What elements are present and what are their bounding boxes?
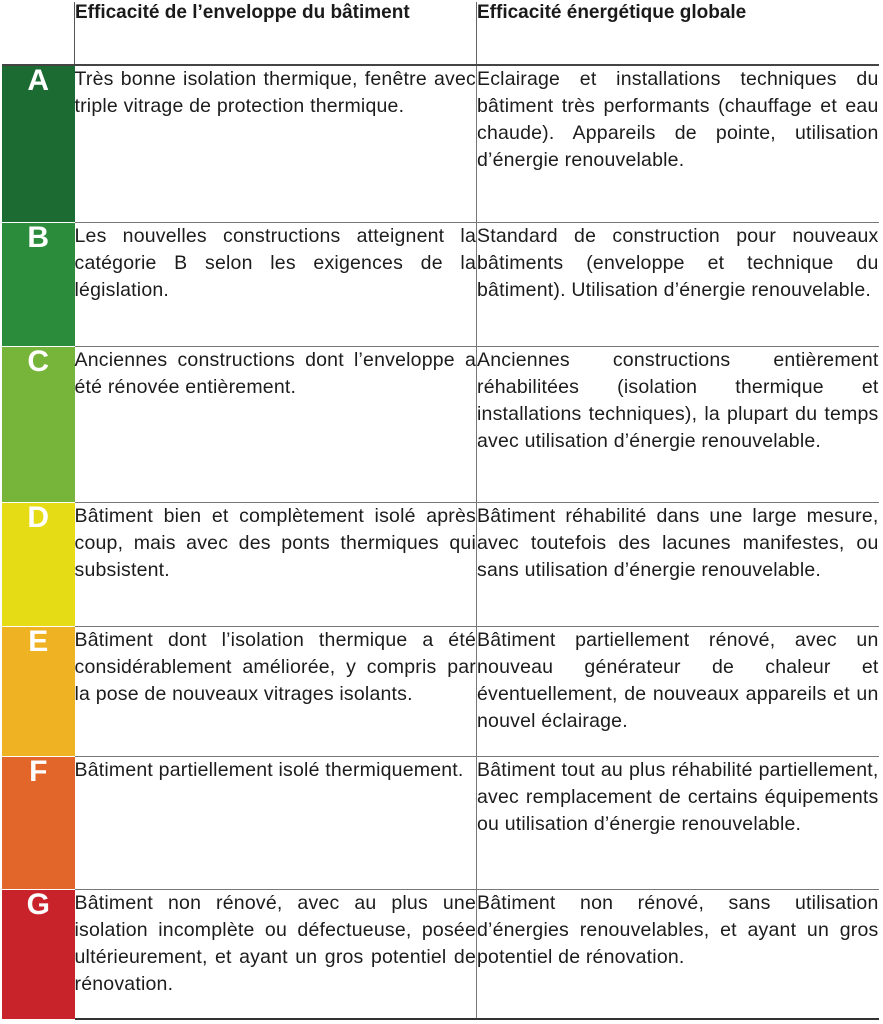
rating-row-e xyxy=(2,626,879,756)
global-description-f: Bâtiment tout au plus réhabilité partiellement, avec remplacement de certains équipements ou utilisation d’énergie renouvelable. xyxy=(477,756,879,889)
global-description-e: Bâtiment partiellement rénové, avec un nouveau générateur de chaleur et éventuellement, de nouveaux appareils et un nouvel éclairage. xyxy=(477,626,879,756)
envelope-description-a: Très bonne isolation thermique, fenêtre avec triple vitrage de protection thermique. xyxy=(75,65,477,222)
rating-row-c xyxy=(2,346,879,502)
rating-label-c: C xyxy=(2,346,75,502)
envelope-description-f: Bâtiment partiellement isolé thermiquement. xyxy=(75,756,477,889)
rating-row-d xyxy=(2,502,879,626)
global-description-c: Anciennes constructions entièrement réhabilitées (isolation thermique et installations techniques), la plupart du temps avec utilisation d’énergie renouvelable. xyxy=(477,346,879,502)
energy-efficiency-table xyxy=(2,2,879,1020)
rating-label-b: B xyxy=(2,222,75,346)
rating-label-g: G xyxy=(2,889,75,1019)
rating-row-f xyxy=(2,756,879,889)
envelope-description-c: Anciennes constructions dont l’enveloppe a été rénovée entièrement. xyxy=(75,346,477,502)
rating-label-a: A xyxy=(2,65,75,222)
column-header-global: Efficacité énergétique globale xyxy=(477,2,879,65)
global-description-b: Standard de construction pour nouveaux bâtiments (enveloppe et technique du bâtiment). Utilisation d’énergie renouvelable. xyxy=(477,222,879,346)
global-description-d: Bâtiment réhabilité dans une large mesure, avec toutefois des lacunes manifestes, ou sans utilisation d’énergie renouvelable. xyxy=(477,502,879,626)
rating-row-b xyxy=(2,222,879,346)
global-description-g: Bâtiment non rénové, sans utilisation d’énergies renouvelables, et ayant un gros potentiel de rénovation. xyxy=(477,889,879,1019)
envelope-description-e: Bâtiment dont l’isolation thermique a été considérablement améliorée, y compris par la pose de nouveaux vitrages isolants. xyxy=(75,626,477,756)
rating-row-g xyxy=(2,889,879,1019)
envelope-description-g: Bâtiment non rénové, avec au plus une isolation incomplète ou défectueuse, posée ultérieurement, et ayant un gros potentiel de rénovation. xyxy=(75,889,477,1019)
rating-label-e: E xyxy=(2,626,75,756)
global-description-a: Eclairage et installations techniques du bâtiment très performants (chauffage et eau chaude). Appareils de pointe, utilisation d’énergie renouvelable. xyxy=(477,65,879,222)
table-header-row xyxy=(2,2,879,65)
header-corner-cell xyxy=(2,2,75,65)
column-header-envelope: Efficacité de l’enveloppe du bâtiment xyxy=(75,2,477,65)
envelope-description-d: Bâtiment bien et complètement isolé après coup, mais avec des ponts thermiques qui subsistent. xyxy=(75,502,477,626)
envelope-description-b: Les nouvelles constructions atteignent la catégorie B selon les exigences de la législation. xyxy=(75,222,477,346)
rating-row-a xyxy=(2,65,879,222)
rating-label-f: F xyxy=(2,756,75,889)
rating-label-d: D xyxy=(2,502,75,626)
